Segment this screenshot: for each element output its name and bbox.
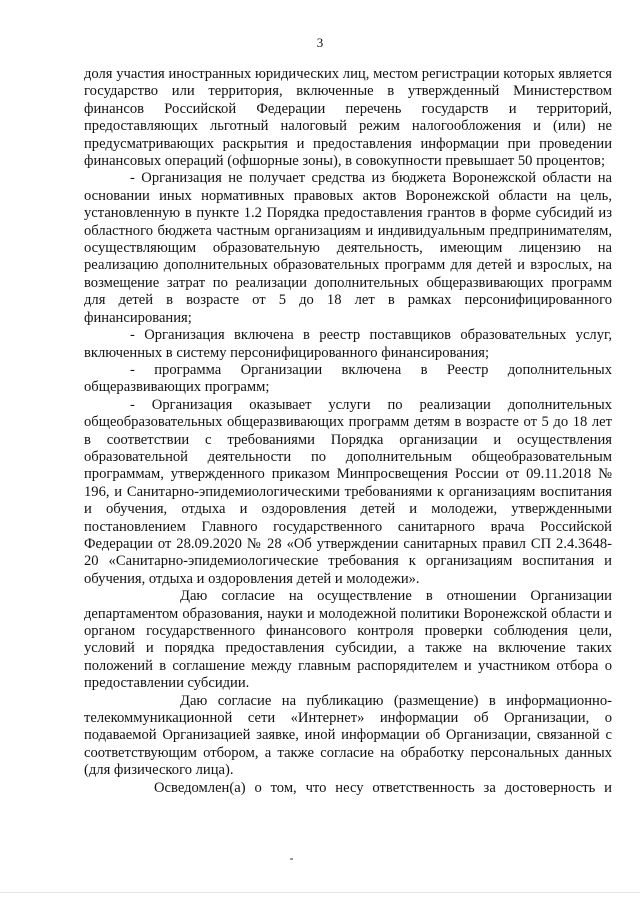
paragraph-provider-registry: - Организация включена в реестр поставщиков образовательных услуг, включенных в систему персонифицированного финансирования; bbox=[84, 327, 612, 361]
paragraph-services-requirements: - Организация оказывает услуги по реализации дополнительных общеобразовательных общеразвивающих программ детям в возрасте от 5 до 18 лет в соответствии с требованиями Порядка организации и осуществления образовательной деятельности по дополнительным общеобразовательным программам, утвержденного приказом Минпросвещения России от 09.11.2018 № 196, и Санитарно-эпидемиологическими требованиями к организациям воспитания и обучения, отдыха и оздоровления детей и молодежи, утвержденными постановлением Главного государственного санитарного врача Российской Федерации от 28.09.2020 № 28 «Об утверждении санитарных правил СП 2.4.3648-20 «Санитарно-эпидемиологические требования к организациям воспитания и обучения, отдыха и оздоровления детей и молодежи». bbox=[84, 396, 612, 587]
paragraph-program-registry: - программа Организации включена в Реестр дополнительных общеразвивающих программ; bbox=[84, 361, 612, 396]
paragraph-consent-inspection: Даю согласие на осуществление в отношении Организации департаментом образования, науки и молодежной политики Воронежской области и органом государственного финансового контроля проверки соблюдения цели, условий и порядка предоставления субсидии, а также на включение таких положений в соглашение между главным распорядителем и участником отбора о предоставлении субсидии. bbox=[84, 588, 612, 692]
document-body bbox=[84, 66, 612, 797]
paragraph-offshore-share: доля участия иностранных юридических лиц, местом регистрации которых является государство или территория, включенные в утвержденный Министерством финансов Российской Федерации перечень государств и территорий, предоставляющих льготный налоговый режим налогообложения и (или) не предусматривающих раскрытия и предоставления информации при проведении финансовых операций (офшорные зоны), в совокупности превышает 50 процентов; bbox=[84, 66, 612, 170]
paragraph-no-budget-funds: - Организация не получает средства из бюджета Воронежской области на основании иных нормативных правовых актов Воронежской области на цель, установленную в пункте 1.2 Порядка предоставления грантов в форме субсидий из областного бюджета частным организациям и индивидуальным предпринимателям, осуществляющим образовательную деятельность, имеющим лицензию на реализацию дополнительных образовательных программ для детей и взрослых, на возмещение затрат по реализации дополнительных общеразвивающих программ для детей в возрасте от 5 до 18 лет в рамках персонифицированного финансирования; bbox=[84, 170, 612, 326]
page-bottom-edge bbox=[0, 892, 640, 893]
scan-artifact bbox=[290, 858, 293, 860]
paragraph-consent-publication: Даю согласие на публикацию (размещение) в информационно-телекоммуникационной сети «Интернет» информации об Организации, о подаваемой Организацией заявке, иной информации об Организации, связанной с соответствующим отбором, а также согласие на обработку персональных данных (для физического лица). bbox=[84, 692, 612, 779]
paragraph-responsibility: Осведомлен(а) о том, что несу ответственность за достоверность и bbox=[154, 779, 612, 796]
page-number: 3 bbox=[316, 35, 324, 50]
